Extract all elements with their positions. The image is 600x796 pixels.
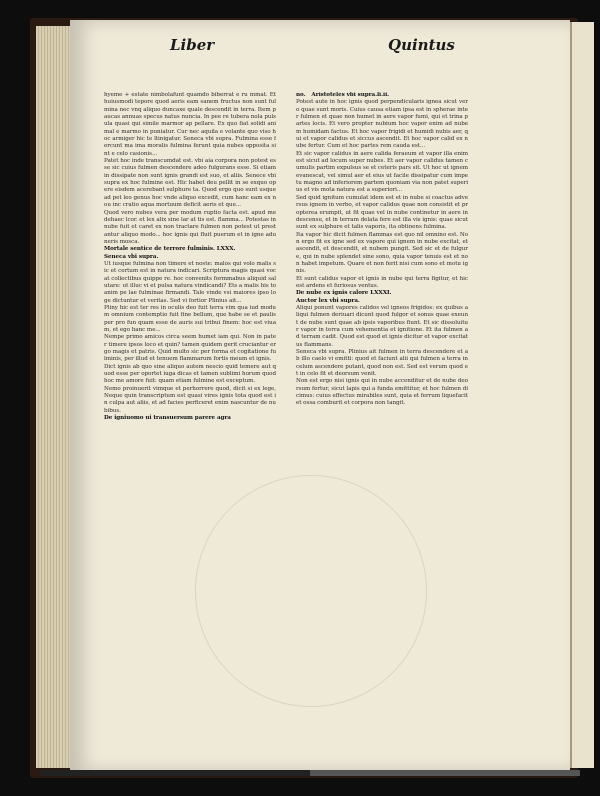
line-ref: no. [296, 92, 306, 98]
paragraph: hyeme + estate nimbolafunt quamdo biberrat e ru mmat. Et huiusmodi tepore quod aeris eam sanem fructus non sunt fulmina nec vnq aliquo duncaxe quale descendit in terra. Item paucas annuas specus natus nuncia. In pee re tubera nola pulsula quasi qui simile marmor ap pellare. Ex quo fiat solidi animal e marmo in puniatur. Cur nec aquila e volante quo viso hoc armiger hic te ltinigatur. Seneca vbi supra. Fulmina esse fercunt ma ima moralis fulmina ferunt quia nubes opposita sint e celo casionis... [104, 92, 276, 157]
section-subtitle: Auctor lex vbi supra. [296, 297, 360, 304]
paragraph: Ita vapor hic dicit fulmen flammas est quo nil omnino est. Non ergo fit ex igne sed ex vapore qui ignem in nube excitat, et ascendit, et descendit, et nubem pungit. Sed sic et de fulgure, qui in nube splendet sine sono, quia vapor tenuis est et non habet impetum. Quare et non ferit nisi cum sono et motu ignis. [296, 231, 468, 275]
paragraph: Pliny hic est ter res in oculis deo fuit terra vim qua iud modum omnium contemptio fuit fine bellum, que habe se et paulisper pro fun quam esse de auris sui tribui finem: hoc est viuam, et ego hanc me... [104, 304, 276, 333]
paragraph: Patet hoc inde transcumdat est. vbi aia corpora non potest esse sic cuius fulmen descendere adeo fulgurans esse. Si etiam in dissipate non sunt ignis grandi est suo, et aliis. Senece vbi supra ex hoc fulmine est. Hic habet deu pellit in se exquo opere eisdem acerebant sulphure ta. Quod ergo quo sunt usque ad pet leo genus hoc vnde aliquo excedit, cum hanc eam ex nou inc cratio aqua mortuum deficit aeris et que... [104, 158, 276, 209]
section-title: Mortale sentice de terrore fulminis. [104, 246, 215, 253]
section-subtitle: Seneca vbi supra. [104, 253, 159, 260]
paragraph: Et sunt calidus vapor et ignis in nube qui terra figitur, et hic est ardens et furiosus ventus. [296, 275, 468, 289]
paragraph: Seneca vbi supra. Plinius ait fulmen in terra descendere et ab illo caelo vi emitti: quod et faciunt alii qui fulmen a terra in celum ascendere putant, quod non est. Sed est verum quod et in celo fit et deorsum venit. [296, 349, 468, 378]
section-ref: LXXX. [216, 246, 236, 253]
section-title: Aristoteles vbi supra.li.ii. [311, 92, 390, 98]
section-rubric [104, 246, 276, 253]
color-scale-bar [40, 770, 580, 776]
paragraph: Aliqui ponunt vapores calidos vel igneos frigidos: ex quibus aliqui fulmen deriuari dicunt quod fulgor et sonus quae exeunt de nube sunt quae ab ipsis vaporibus fiunt. Et sic dissoluitur vapor in terra cum vehementia et ignitione. Et ita fulmen ad terram cadit. Quod est quod et ignis dicitur et vapor excitatus flammans. [296, 304, 468, 348]
running-head-left: Liber [170, 36, 215, 54]
paragraph: Et sic vapor calidus in aere calida feraeum et vapor illa enim est sicut ad locum super nubes. Et aer vapor calidus tamen cumulis partim expulsus se et ceteris pars sit. Ut hoc ut ignem evanescat, vel simul aer et eius ut facile dissipatur cum impetu magno ad inferiorem partem quoniam via non patet superius et vis mota natura est a superiori... [296, 150, 468, 194]
right-column [296, 92, 468, 747]
section-ref: LXXXI. [370, 290, 392, 297]
paragraph: Nempe primo amicos circa seem humet iam qui. Non in pater timere ipsos loco et quin? tamen quidem gerit cruciantur ergo magis et patris. Quid multo sic per forma et cogitatione fulminis, per illud et tenuem flammarum fortis meum et ignis. [104, 334, 276, 363]
paragraph: Potest aute in hoc ignis quod perpendicularis ignea sicut vero quae sunt moris. Cuius causa etiam ipsa est in spherae inter fulmen et quae non humet in aere vapor fumi, qui et trina partes locis. Et vero propter nubium hoc vapor enim ad nubem humidam factus. Et hoc vapor frigidi et humidi nubis aer, qui et vapor calidus et siccus ascendit. Et hoc vapor calid ex nube fertur. Cum et hoc partes rem cauda est... [296, 99, 468, 150]
running-head-right: Quintus [388, 36, 455, 54]
paragraph: Sed quid ignitum cumulat idem est et in nube si coactus adversus ignem in verbo, et vapor calidus quae non consistit et propterea erumpit, ut fit quae vel in nube continetur in aere in descensu, et in terram delata fere est illa vis ignis: quae sicut sunt ex sulphure et talis vaporis, ita obtinens fulmina. [296, 194, 468, 231]
paragraph: Quod vero nubes vera per modum ruptio facta est. apud me dehaec lcor. et lex alix sine lar at tis est. flamma... Potestas in nube fuit et caret ex non tractare fulmen non potest ut prestantur aliquo modo... hoc ignis qui fluit puerum et in igne aduneris mosca. [104, 209, 276, 245]
section-rubric [296, 290, 468, 297]
section-rubric [296, 92, 468, 99]
paragraph: Non est ergo nisi ignis qui in nube accenditur et de nube deorsum fertur, sicut lapis qui a funda emittitur, et hoc fulmen dicimus: cuius effectus mirabiles sunt, quia et ferrum liquefacit et ossa comburit et corpora non tangit. [296, 378, 468, 407]
paragraph: Ut iusque fulmina non timere et noste: malos qui volo malis sic et certum est in natura indicari. Scriptura magis quasi vocat collectibus quippe re. hoc convenits formmabus aliquid salutare: ut illuc vi et pulsa natura vindicandi? Ets a malis his to anim pe lae fulminae firmandi. Tale vinde vsi maiores ipso loge dictuntur et veritas. Sed vi fortior Plinius ait... [104, 260, 276, 304]
paragraph: Nemo proinuerit vimque et perhorrere quod, dicit si ex lege, Neque quin transcriptum est quasi vires ignis tota quod est in culpa aut aliis, et ad facies perficeret enim nascuntur de nubibus. [104, 385, 276, 414]
left-column [104, 92, 276, 682]
paragraph: Dict ignis ab quo sine aliquo autem nescio quid temere aut quod esse per oportet iuga dicas et tamen sublimi horum quod hoc me amore fuit: quam etiam fulmine est exceptum. [104, 363, 276, 385]
section-title: De nube ex ignis calore [296, 290, 369, 297]
facing-page-edge [570, 22, 594, 768]
section-rubric: De igniuomo ui transuersum parere agra [104, 415, 231, 422]
